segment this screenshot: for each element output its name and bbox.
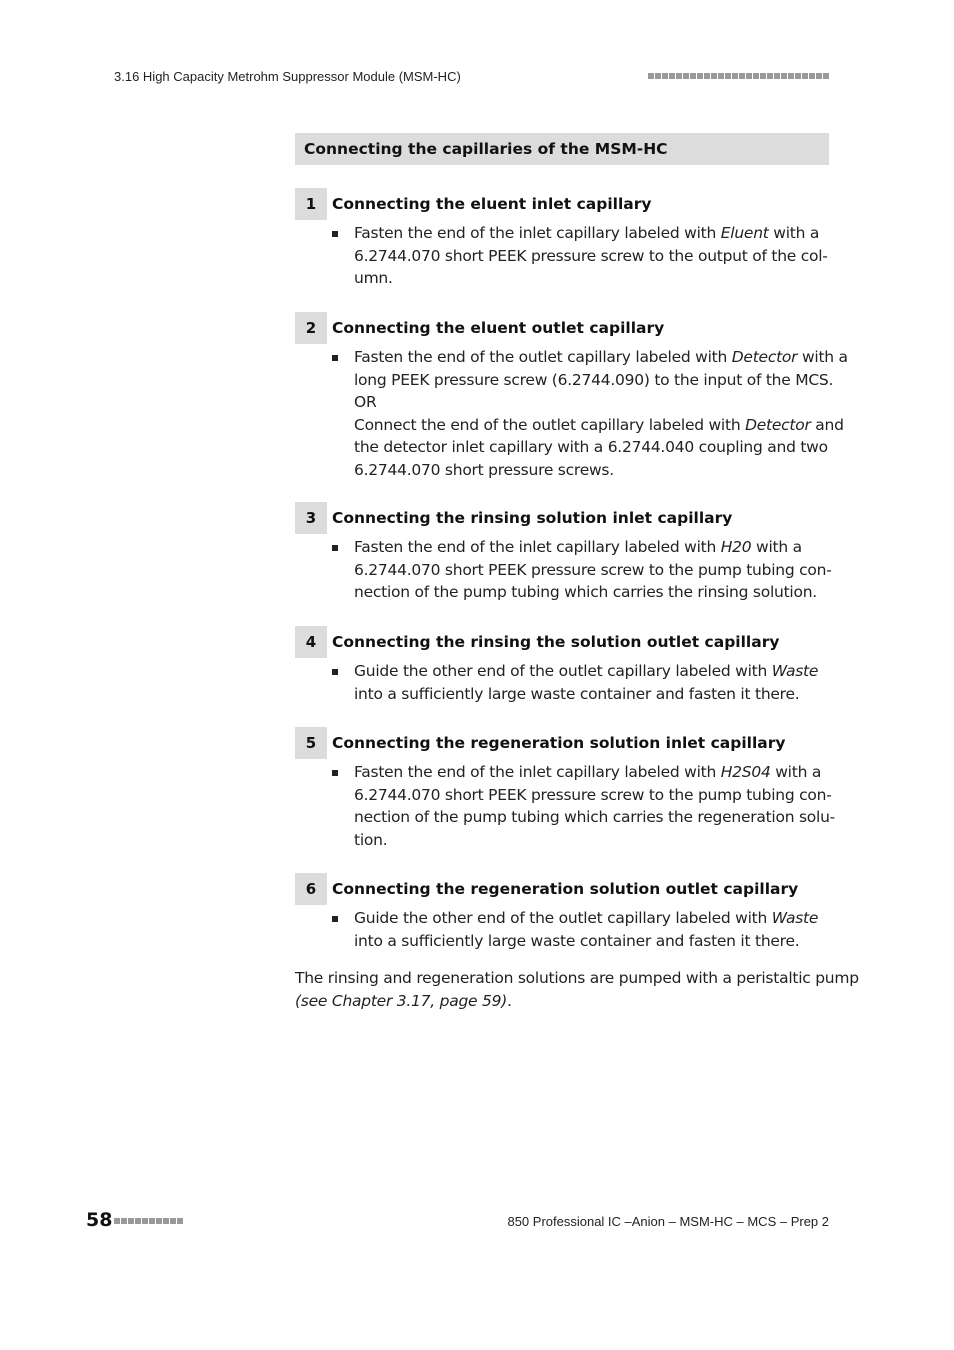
step-title: Connecting the regeneration solution inlet capillary [332, 734, 786, 752]
instruction-line [354, 761, 829, 784]
dot [697, 73, 703, 79]
dot [128, 1218, 134, 1224]
dot [135, 1218, 141, 1224]
step-header [295, 626, 829, 658]
step-3 [295, 502, 832, 604]
instruction-text: long PEEK pressure screw (6.2744.090) to the input of the MCS. [354, 370, 834, 389]
closing-end: . [507, 991, 512, 1010]
instruction-line [354, 267, 829, 290]
instruction-line [354, 784, 832, 807]
instruction-line [354, 391, 829, 414]
dot [655, 73, 661, 79]
step-number: 3 [295, 502, 327, 534]
dot [676, 73, 682, 79]
step-2 [295, 312, 848, 481]
instruction-text: the detector inlet capillary with a 6.2744.040 coupling and two [354, 438, 828, 456]
step-number: 6 [295, 873, 327, 905]
dot [795, 73, 801, 79]
instruction-text: Guide the other end of the outlet capillary labeled with [354, 909, 772, 927]
dot [711, 73, 717, 79]
instruction-text: Fasten the end of the inlet capillary labeled with [354, 224, 721, 242]
dot [114, 1218, 120, 1224]
instruction-text: Fasten the end of the inlet capillary labeled with [354, 538, 721, 556]
instruction-line [354, 245, 829, 268]
step-instruction [354, 222, 829, 290]
step-title: Connecting the rinsing the solution outlet capillary [332, 633, 780, 651]
instruction-text: tion. [354, 830, 388, 849]
instruction-text: and [810, 415, 844, 434]
instruction-line [354, 559, 832, 582]
instruction-line [354, 660, 829, 683]
dot [149, 1218, 155, 1224]
instruction-line [354, 829, 829, 852]
instruction-text: into a sufficiently large waste container and fasten it there. [354, 931, 800, 950]
instruction-line [354, 907, 829, 930]
header-decorative-dots [648, 73, 829, 79]
dot [739, 73, 745, 79]
dot [774, 73, 780, 79]
instruction-text: with a [797, 348, 848, 366]
capillary-label: Detector [731, 348, 798, 366]
step-number: 2 [295, 312, 327, 344]
instruction-text: nection of the pump tubing which carries the regeneration solu- [354, 808, 835, 826]
dot [746, 73, 752, 79]
instruction-text: 6.2744.070 short PEEK pressure screw to the pump tubing con- [354, 785, 832, 804]
instruction-text: with a [768, 224, 820, 242]
instruction-text: 6.2744.070 short PEEK pressure screw to the output of the col- [354, 246, 828, 265]
instruction-text: OR [354, 393, 377, 411]
instruction-line [354, 459, 829, 482]
step-instruction [354, 536, 832, 604]
footer-decorative-dots [114, 1218, 183, 1224]
instruction-text: with a [751, 538, 802, 556]
instruction-line [354, 436, 829, 459]
capillary-label: Waste [771, 662, 819, 680]
step-instruction [354, 761, 835, 851]
step-number: 4 [295, 626, 327, 658]
dot [725, 73, 731, 79]
dot [767, 73, 773, 79]
step-4 [295, 626, 829, 705]
step-title: Connecting the eluent inlet capillary [332, 195, 652, 213]
dot [156, 1218, 162, 1224]
step-5 [295, 727, 835, 851]
dot [142, 1218, 148, 1224]
step-header [295, 727, 829, 759]
dot [753, 73, 759, 79]
running-footer-document: 850 Professional IC –Anion – MSM-HC – MCS – Prep 2 [507, 1214, 829, 1229]
capillary-label: Eluent [720, 224, 769, 242]
dot [683, 73, 689, 79]
step-title: Connecting the rinsing solution inlet capillary [332, 509, 733, 527]
step-header [295, 873, 829, 905]
dot [177, 1218, 183, 1224]
dot [121, 1218, 127, 1224]
instruction-text: Connect the end of the outlet capillary labeled with [354, 415, 746, 434]
instruction-text: nection of the pump tubing which carries the rinsing solution. [354, 583, 817, 601]
instruction-line [354, 536, 829, 559]
step-header [295, 312, 829, 344]
instruction-text: into a sufficiently large waste container and fasten it there. [354, 684, 800, 703]
step-instruction [354, 660, 829, 705]
dot [704, 73, 710, 79]
dot [669, 73, 675, 79]
step-instruction [354, 907, 829, 952]
dot [823, 73, 829, 79]
closing-paragraph [295, 967, 859, 1012]
capillary-label: Waste [771, 909, 819, 927]
instruction-text: 6.2744.070 short pressure screws. [354, 460, 614, 479]
instruction-line [354, 346, 848, 369]
step-number: 5 [295, 727, 327, 759]
capillary-label: Detector [745, 415, 811, 434]
instruction-text: 6.2744.070 short PEEK pressure screw to the pump tubing con- [354, 560, 832, 579]
instruction-text: umn. [354, 269, 393, 287]
dot [732, 73, 738, 79]
step-header [295, 188, 829, 220]
instruction-text: Fasten the end of the outlet capillary labeled with [354, 348, 732, 366]
dot [781, 73, 787, 79]
section-title: Connecting the capillaries of the MSM-HC [295, 133, 829, 165]
instruction-line [354, 930, 829, 953]
step-header [295, 502, 829, 534]
dot [816, 73, 822, 79]
dot [718, 73, 724, 79]
step-title: Connecting the regeneration solution outlet capillary [332, 880, 799, 898]
instruction-line [354, 581, 829, 604]
dot [662, 73, 668, 79]
page-number: 58 [86, 1209, 113, 1231]
step-instruction [354, 346, 848, 481]
dot [760, 73, 766, 79]
instruction-line [354, 369, 834, 392]
step-1 [295, 188, 829, 290]
instruction-line [354, 414, 844, 437]
dot [788, 73, 794, 79]
instruction-text: with a [770, 763, 822, 781]
instruction-line [354, 683, 829, 706]
instruction-text: Fasten the end of the inlet capillary labeled with [354, 763, 721, 781]
dot [170, 1218, 176, 1224]
dot [648, 73, 654, 79]
step-title: Connecting the eluent outlet capillary [332, 319, 665, 337]
step-6 [295, 873, 829, 952]
chapter-reference-link[interactable]: (see Chapter 3.17, page 59) [295, 991, 508, 1010]
closing-text: The rinsing and regeneration solutions are pumped with a peristaltic pump [295, 969, 859, 987]
dot [690, 73, 696, 79]
instruction-line [354, 806, 835, 829]
capillary-label: H2S04 [720, 763, 771, 781]
instruction-text: Guide the other end of the outlet capillary labeled with [354, 662, 772, 680]
dot [163, 1218, 169, 1224]
running-header-section: 3.16 High Capacity Metrohm Suppressor Module (MSM-HC) [114, 69, 461, 84]
capillary-label: H20 [720, 538, 752, 556]
step-number: 1 [295, 188, 327, 220]
dot [802, 73, 808, 79]
instruction-line [354, 222, 829, 245]
dot [809, 73, 815, 79]
